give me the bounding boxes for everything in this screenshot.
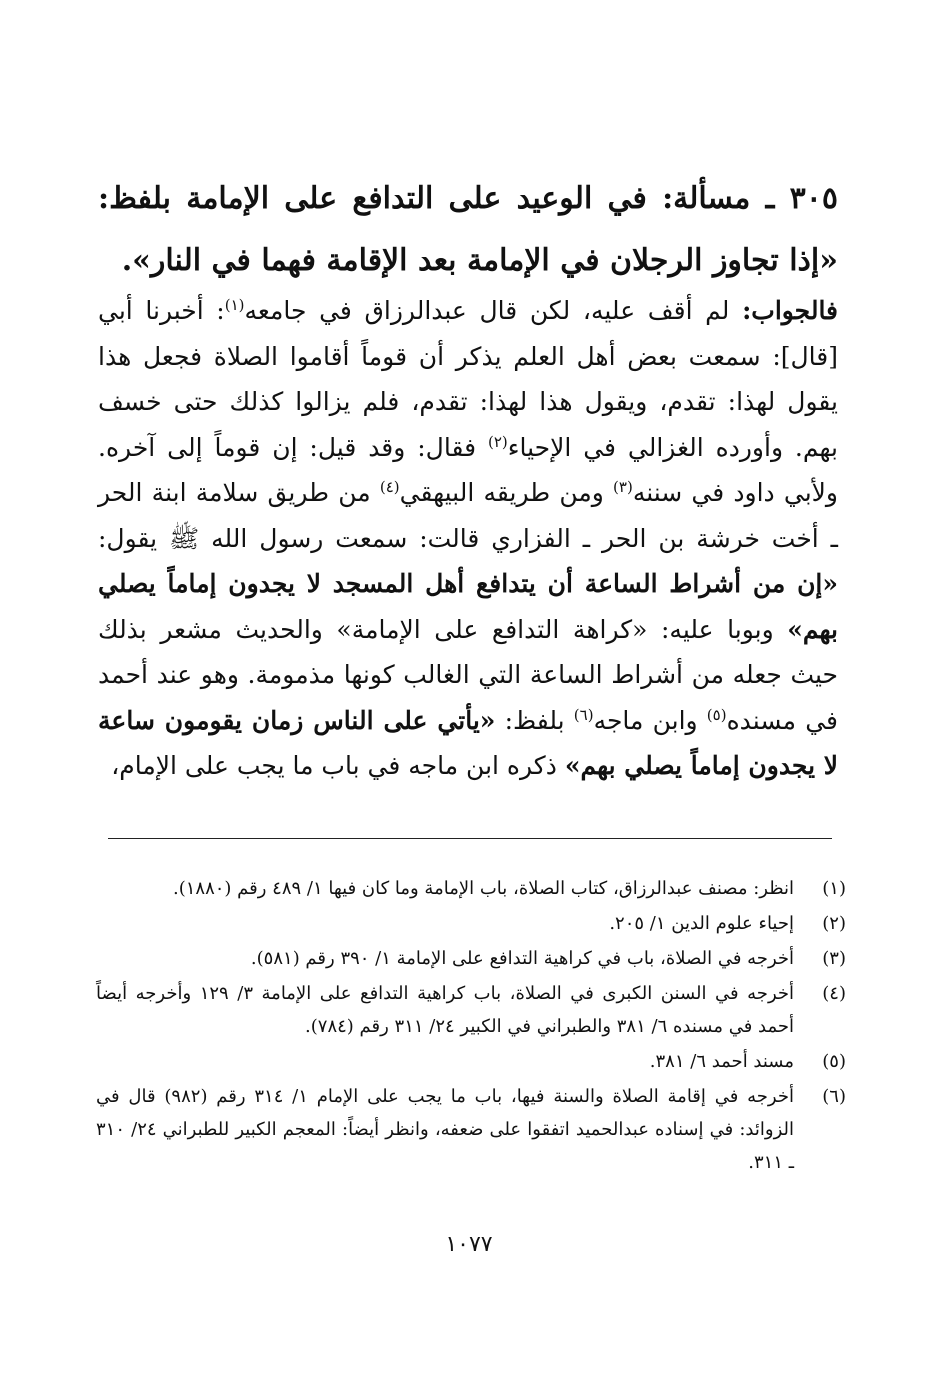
- footnote-item: [96, 872, 846, 905]
- footnote-text: أخرجه في السنن الكبرى في الصلاة، باب كراهية التدافع على الإمامة ٣/ ١٢٩ وأخرجه أيضاً أحمد في مسنده ٦/ ٣٨١ والطبراني في الكبير ٢٤/ ٣١١ رقم (٧٨٤).: [96, 983, 794, 1037]
- hadith-quote: «إن من أشراط الساعة أن يتدافع أهل المسجد لا يجدون إماماً يصلي بهم»: [98, 569, 838, 644]
- body-text-segment: بلفظ:: [504, 705, 565, 735]
- page-number: ١٠٧٧: [445, 1232, 493, 1257]
- footnote-number: (٦): [822, 1086, 846, 1107]
- body-text-segment: وابن ماجه: [593, 705, 698, 735]
- footnote-number: (٥): [822, 1051, 846, 1072]
- footnote-text: مسند أحمد ٦/ ٣٨١.: [649, 1051, 794, 1072]
- section-heading: [98, 168, 838, 292]
- footnote-number: (١): [822, 878, 846, 899]
- footnote-ref[interactable]: (٥): [706, 705, 727, 724]
- body-text-segment: وبوبا عليه: «كراهة التدافع على الإمامة» والحديث مشعر بذلك حيث جعله من أشراط الساعة التي الغالب كونها مذمومة. وهو عند أحمد في مسنده: [98, 614, 838, 735]
- footnote-ref[interactable]: (٢): [487, 432, 508, 451]
- body-text-segment: من طريق سلامة ابنة الحر ـ أخت خرشة بن الحر ـ الفزاري قالت: سمعت رسول الله ﷺ يقول:: [98, 478, 838, 553]
- answer-paragraph: [98, 288, 838, 789]
- footnote-item: [96, 1080, 846, 1179]
- body-text-segment: ذكره ابن ماجه في باب ما يجب على الإمام،: [111, 751, 557, 780]
- body-text-segment: فقال: وقد قيل: إن قوماً إلى آخره. ولأبي داود في سننه: [98, 432, 838, 507]
- body-text-segment: لم أقف عليه، لكن قال عبدالرزاق في جامعه: [244, 296, 730, 325]
- footnote-text: أخرجه في إقامة الصلاة والسنة فيها، باب ما يجب على الإمام ١/ ٣١٤ رقم (٩٨٢) قال في الزوائد: في إسناده عبدالحميد اتفقوا على ضعفه، وانظر أيضاً: المعجم الكبير للطبراني ٢٤/ ٣١٠ ـ ٣١١.: [96, 1086, 794, 1173]
- footnote-item: [96, 907, 846, 940]
- footnote-number: (٣): [822, 948, 846, 969]
- footnote-item: [96, 1045, 846, 1078]
- footnote-ref[interactable]: (٦): [573, 705, 594, 724]
- footnote-ref[interactable]: (٣): [613, 478, 633, 496]
- footnote-item: [96, 977, 846, 1043]
- footnote-text: إحياء علوم الدين ١/ ٢٠٥.: [609, 913, 794, 934]
- footnote-separator: [108, 838, 832, 839]
- footnote-number: (٤): [822, 983, 846, 1004]
- footnote-text: أخرجه في الصلاة، باب في كراهية التدافع على الإمامة ١/ ٣٩٠ رقم (٥٨١).: [250, 948, 794, 969]
- body-text-segment: : أخبرنا أبي [قال]: سمعت بعض أهل العلم يذكر أن قوماً أقاموا الصلاة فجعل هذا يقول لهذا: تقدم، ويقول هذا لهذا: تقدم، فلم يزالوا كذلك حتى خسف بهم. وأورده الغزالي في الإحياء: [98, 296, 838, 462]
- footnote-text: انظر: مصنف عبدالرزاق، كتاب الصلاة، باب الإمامة وما كان فيها ١/ ٤٨٩ رقم (١٨٨٠).: [172, 878, 794, 899]
- footnote-item: [96, 942, 846, 975]
- body-text-segment: ومن طريقه البيهقي: [399, 478, 604, 507]
- footnotes-list: [96, 872, 846, 1181]
- footnote-ref[interactable]: (١): [224, 296, 245, 314]
- footnote-number: (٢): [822, 913, 846, 934]
- answer-label: فالجواب:: [742, 296, 839, 325]
- section-number: ٣٠٥: [789, 181, 838, 216]
- hadith-quote: «يأتي على الناس زمان يقومون ساعة لا يجدون إماماً يصلي بهم»: [98, 705, 838, 780]
- footnote-ref[interactable]: (٤): [379, 478, 400, 496]
- section-title: ـ مسألة: في الوعيد على التدافع على الإمامة بلفظ: «إذا تجاوز الرجلان في الإمامة بعد الإقامة فهما في النار».: [98, 181, 838, 278]
